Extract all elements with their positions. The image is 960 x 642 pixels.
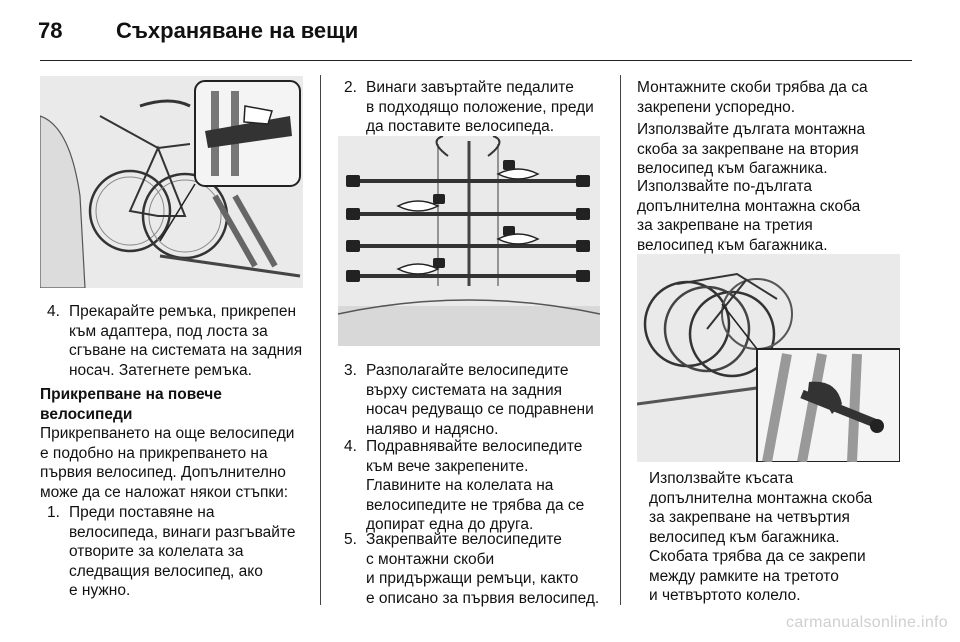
step-number: 2. (344, 79, 357, 96)
step-number: 5. (344, 531, 357, 548)
text-line: Разполагайте велосипедите (366, 362, 569, 379)
text-line: Главините на колелата на (366, 477, 554, 494)
col3-paragraph-1 (637, 78, 912, 117)
text-line: носач. Затегнете ремъка. (69, 361, 252, 379)
text-line: върху системата на задния (366, 381, 563, 399)
text-line: допират една до друга. (366, 516, 534, 533)
header-rule (40, 60, 912, 61)
text-line: Подравнявайте велосипедите (366, 438, 583, 455)
step-4-col2-block (344, 437, 614, 535)
text-line: да поставите велосипеда. (366, 118, 555, 135)
step-2-block (344, 78, 614, 137)
text-line: към адаптера, под лоста за (69, 322, 268, 340)
text-line: следващия велосипед, ако (69, 562, 263, 580)
heading-line: велосипеди (40, 405, 133, 423)
step-5-block (344, 530, 619, 608)
text-line: Скобата трябва да се закрепи (649, 548, 866, 565)
step-1-block (47, 503, 312, 601)
step-number: 4. (47, 303, 60, 320)
text-line: Закрепвайте велосипедите (366, 531, 562, 548)
illustration-bike-carrier (40, 76, 303, 288)
text-line: в подходящо положение, преди (366, 98, 594, 116)
text-line: наляво и надясно. (366, 420, 499, 438)
figure-mounting-clamp (637, 254, 900, 462)
text-line: Прекарайте ремъка, прикрепен (69, 303, 297, 320)
page-title: Съхраняване на вещи (116, 18, 359, 43)
watermark: carmanualsonline.info (786, 614, 948, 631)
illustration-mounting-clamp (637, 254, 900, 462)
step-3-block (344, 361, 614, 439)
text-line: отворите за колелата за (69, 543, 244, 560)
step-number: 3. (344, 362, 357, 379)
text-line: допълнителна монтажна скоба (649, 489, 873, 507)
text-line: Монтажните скоби трябва да са (637, 79, 868, 96)
page-number: 78 (38, 18, 63, 43)
text-line: между рамките на третото (649, 567, 839, 585)
intro-paragraph (40, 424, 310, 502)
text-line: велосипед към багажника. (637, 236, 828, 254)
text-line: може да се наложат някои стъпки: (40, 483, 289, 501)
text-line: към вече закрепените. (366, 457, 529, 475)
step-4-block (47, 302, 307, 380)
text-line: закрепени успоредно. (637, 98, 796, 116)
text-line: Прикрепването на още велосипеди (40, 425, 295, 442)
text-line: Преди поставяне на (69, 504, 215, 521)
text-line: велосипед към багажника. (649, 528, 840, 546)
text-line: сгъване на системата на задния (69, 342, 303, 359)
text-line: и придържащи ремъци, както (366, 570, 579, 587)
column-divider (320, 75, 321, 605)
step-number: 1. (47, 504, 60, 521)
text-line: за закрепване на третия (637, 217, 813, 234)
text-line: е описано за първия велосипед. (366, 589, 600, 607)
illustration-top-view (338, 136, 600, 346)
text-line: велосипедите не трябва да се (366, 496, 585, 514)
text-line: велосипед към багажника. (637, 160, 828, 177)
text-line: Използвайте по-дългата (637, 178, 813, 195)
text-line: Използвайте дългата монтажна (637, 121, 866, 138)
text-line: носач редуващо се подравнени (366, 401, 594, 418)
text-line: първия велосипед. Допълнително (40, 464, 286, 481)
col3-paragraph-4 (649, 469, 914, 606)
figure-bike-strap (40, 76, 303, 288)
text-line: скоба за закрепване на втория (637, 140, 859, 158)
text-line: е подобно на прикрепването на (40, 444, 268, 462)
column-divider (620, 75, 621, 605)
text-line: допълнителна монтажна скоба (637, 197, 861, 215)
text-line: и четвъртото колело. (649, 587, 801, 604)
section-heading (40, 385, 310, 424)
col3-paragraph-3 (637, 177, 912, 255)
text-line: Винаги завъртайте педалите (366, 79, 574, 96)
heading-line: Прикрепване на повече (40, 386, 222, 403)
text-line: Използвайте късата (649, 470, 794, 487)
figure-bikes-top-view (338, 136, 600, 346)
step-number: 4. (344, 438, 357, 455)
text-line: за закрепване на четвъртия (649, 509, 850, 526)
text-line: с монтажни скоби (366, 550, 495, 568)
text-line: велосипеда, винаги разгъвайте (69, 523, 296, 541)
text-line: е нужно. (69, 582, 131, 599)
col3-paragraph-2 (637, 120, 912, 179)
